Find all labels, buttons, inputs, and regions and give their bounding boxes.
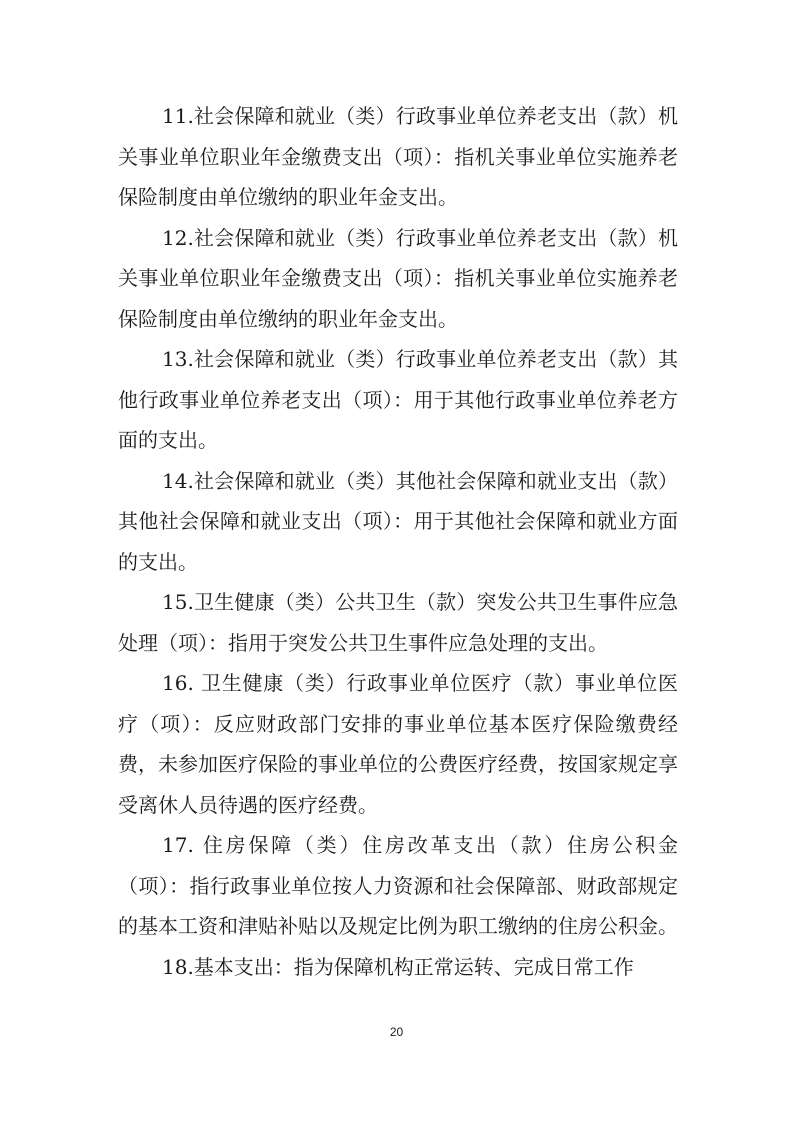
paragraph-12: 12.社会保障和就业（类）行政事业单位养老支出（款）机关事业单位职业年金缴费支出（项）：指机关事业单位实施养老保险制度由单位缴纳的职业年金支出。 [118,225,678,331]
paragraph-16: 16. 卫生健康（类）行政事业单位医疗（款）事业单位医疗（项）：反应财政部门安排的事业单位基本医疗保险缴费经费，未参加医疗保险的事业单位的公费医疗经费，按国家规定享受离休人员待遇的医疗经费。 [118,671,678,817]
paragraph-14: 14.社会保障和就业（类）其他社会保障和就业支出（款）其他社会保障和就业支出（项）：用于其他社会保障和就业方面的支出。 [118,468,678,574]
paragraph-11: 11.社会保障和就业（类）行政事业单位养老支出（款）机关事业单位职业年金缴费支出（项）：指机关事业单位实施养老保险制度由单位缴纳的职业年金支出。 [118,104,678,209]
paragraph-13: 13.社会保障和就业（类）行政事业单位养老支出（款）其他行政事业单位养老支出（项）：用于其他行政事业单位养老方面的支出。 [118,347,678,452]
paragraph-15: 15.卫生健康（类）公共卫生（款）突发公共卫生事件应急处理（项）：指用于突发公共卫生事件应急处理的支出。 [118,590,678,655]
page-number: 20 [389,1025,404,1039]
body-text [118,96,678,987]
paragraph-17: 17. 住房保障（类）住房改革支出（款）住房公积金（项）：指行政事业单位按人力资源和社会保障部、财政部规定的基本工资和津贴补贴以及规定比例为职工缴纳的住房公积金。 [118,833,678,938]
paragraph-18: 18.基本支出：指为保障机构正常运转、完成日常工作 [162,954,634,979]
